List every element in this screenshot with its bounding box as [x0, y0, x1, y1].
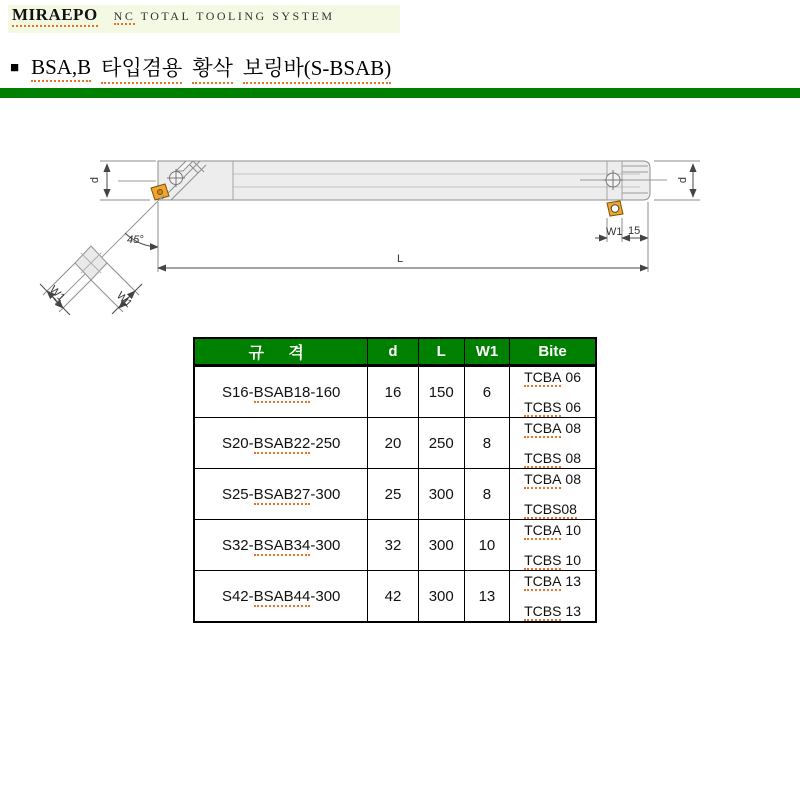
- spec-cell: S32-BSAB34-300: [194, 520, 368, 571]
- bite-cell: [510, 520, 596, 571]
- brand-name: MIRAEPO: [12, 5, 98, 27]
- col-header-w1: W1: [464, 338, 509, 366]
- col-header-spec: 규 격: [194, 338, 368, 366]
- L-cell: 300: [418, 571, 464, 623]
- L-cell: 250: [418, 418, 464, 469]
- col-header-d: d: [368, 338, 418, 366]
- bite-line-2: TCBS 13: [524, 603, 581, 619]
- bite-line-1: TCBA 08: [524, 420, 581, 436]
- title-part: 보링바(S-BSAB): [243, 52, 391, 84]
- table-header-row: [194, 338, 596, 366]
- angle-label: 45°: [127, 234, 144, 246]
- insert-cross-section: [55, 195, 164, 304]
- d-left-label: d: [89, 176, 101, 184]
- table-row: [194, 520, 596, 571]
- title-part: 황삭: [192, 52, 233, 84]
- len15-label: 15: [628, 225, 641, 237]
- title-bullet-icon: ■: [10, 59, 20, 76]
- col-header-bite: Bite: [510, 338, 596, 366]
- bite-cell: [510, 469, 596, 520]
- brand-tagline-nc: NC: [113, 9, 136, 23]
- w1-cell: 6: [464, 366, 509, 418]
- spec-cell: S25-BSAB27-300: [194, 469, 368, 520]
- bite-line-2: TCBS 06: [524, 399, 581, 415]
- brand-tagline-rest: TOTAL TOOLING SYSTEM: [135, 9, 335, 23]
- spec-cell: S20-BSAB22-250: [194, 418, 368, 469]
- bite-line-1: TCBA 06: [524, 369, 581, 385]
- bite-line-2: TCBS08: [524, 501, 577, 517]
- L-cell: 300: [418, 520, 464, 571]
- bite-line-2: TCBS 10: [524, 552, 581, 568]
- L-cell: 300: [418, 469, 464, 520]
- bite-line-2: TCBS 08: [524, 450, 581, 466]
- bite-cell: [510, 366, 596, 418]
- spec-cell: S16-BSAB18-160: [194, 366, 368, 418]
- w1-lower-right-label: W1: [114, 289, 135, 310]
- L-label: L: [396, 253, 404, 265]
- bite-cell: [510, 418, 596, 469]
- w1-lower-left-label: W1: [47, 283, 68, 304]
- spec-table: [193, 337, 597, 623]
- L-cell: 150: [418, 366, 464, 418]
- spec-cell: S42-BSAB44-300: [194, 571, 368, 623]
- green-divider: [0, 88, 800, 98]
- w1-cell: 13: [464, 571, 509, 623]
- w1-cell: 10: [464, 520, 509, 571]
- title-part: BSA,B: [31, 55, 91, 82]
- table-row: [194, 469, 596, 520]
- insert-right: [607, 201, 623, 216]
- table-row: [194, 418, 596, 469]
- title-part: 타입겸용: [101, 52, 182, 84]
- bite-line-1: TCBA 08: [524, 471, 581, 487]
- bite-line-1: TCBA 10: [524, 522, 581, 538]
- d-cell: 20: [368, 418, 418, 469]
- boring-bar-diagram: [0, 130, 800, 340]
- brand-tagline: [114, 9, 335, 24]
- d-cell: 25: [368, 469, 418, 520]
- d-cell: 16: [368, 366, 418, 418]
- page-title: [10, 52, 790, 84]
- brand-band: [8, 5, 400, 33]
- table-row: [194, 366, 596, 418]
- bite-cell: [510, 571, 596, 623]
- bar-body: [158, 161, 650, 200]
- d-cell: 32: [368, 520, 418, 571]
- d-right-label: d: [677, 176, 689, 184]
- w1-cell: 8: [464, 469, 509, 520]
- d-cell: 42: [368, 571, 418, 623]
- col-header-L: L: [418, 338, 464, 366]
- w1-right-label: W1: [606, 226, 623, 238]
- w1-cell: 8: [464, 418, 509, 469]
- table-row: [194, 571, 596, 623]
- bite-line-1: TCBA 13: [524, 573, 581, 589]
